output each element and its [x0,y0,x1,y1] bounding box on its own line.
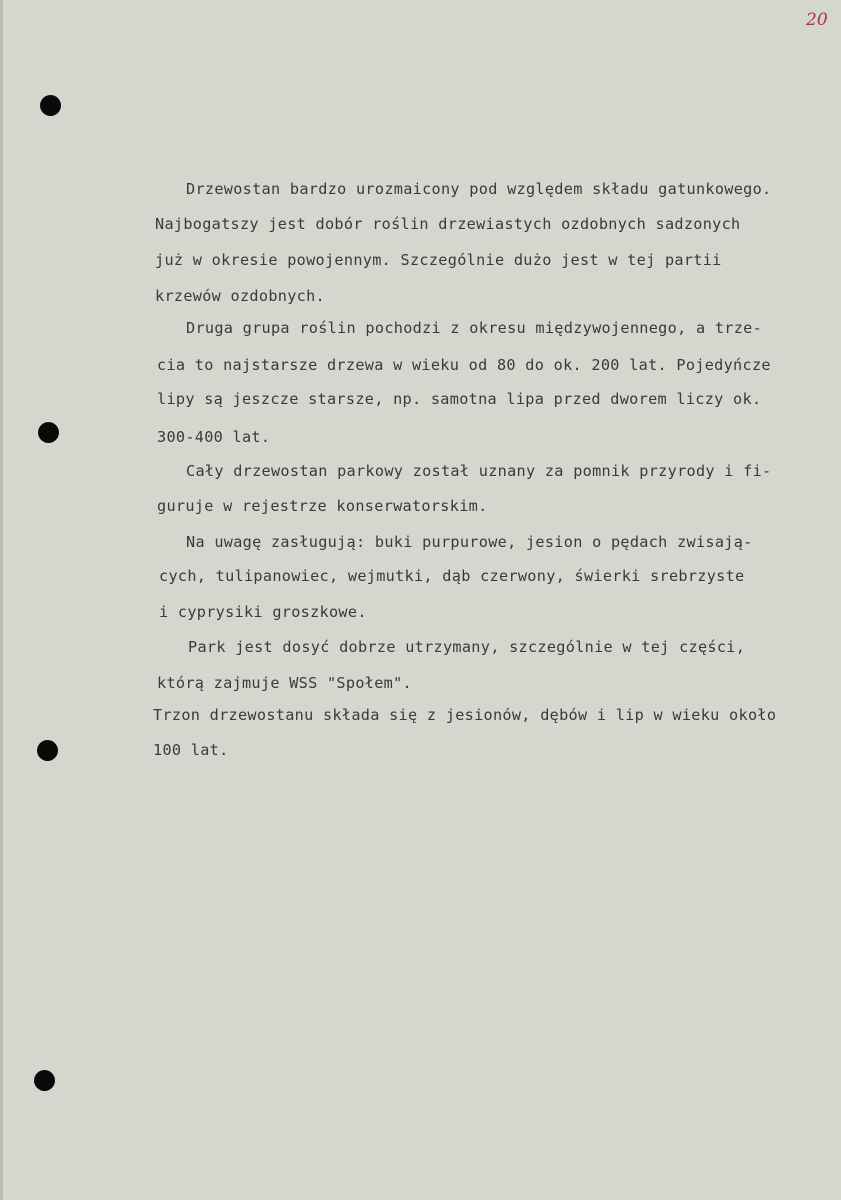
text-line: cia to najstarsze drzewa w wieku od 80 do ok. 200 lat. Pojedyńcze [157,356,771,374]
text-line: Trzon drzewostanu składa się z jesionów, dębów i lip w wieku około [153,706,777,724]
text-line: Najbogatszy jest dobór roślin drzewiastych ozdobnych sadzonych [155,215,741,233]
text-line: Park jest dosyć dobrze utrzymany, szczególnie w tej części, [188,638,746,656]
page-edge [0,0,3,1200]
text-line: krzewów ozdobnych. [155,287,325,305]
page-number: 20 [806,10,828,30]
punch-hole-1 [40,95,61,116]
text-line: już w okresie powojennym. Szczególnie dużo jest w tej partii [155,251,722,269]
text-line: 100 lat. [153,741,229,759]
text-line: lipy są jeszcze starsze, np. samotna lipa przed dworem liczy ok. [157,390,762,408]
text-line: Drzewostan bardzo urozmaicony pod względem składu gatunkowego. [186,180,772,198]
text-line: 300-400 lat. [157,428,271,446]
punch-hole-3 [37,740,58,761]
text-line: i cyprysiki groszkowe. [159,603,367,621]
text-line: którą zajmuje WSS "Społem". [157,674,412,692]
text-line: Cały drzewostan parkowy został uznany za pomnik przyrody i fi- [186,462,772,480]
text-line: Na uwagę zasługują: buki purpurowe, jesion o pędach zwisają- [186,533,753,551]
punch-hole-4 [34,1070,55,1091]
text-line: cych, tulipanowiec, wejmutki, dąb czerwony, świerki srebrzyste [159,567,745,585]
text-line: guruje w rejestrze konserwatorskim. [157,497,488,515]
punch-hole-2 [38,422,59,443]
text-line: Druga grupa roślin pochodzi z okresu międzywojennego, a trze- [186,319,763,337]
